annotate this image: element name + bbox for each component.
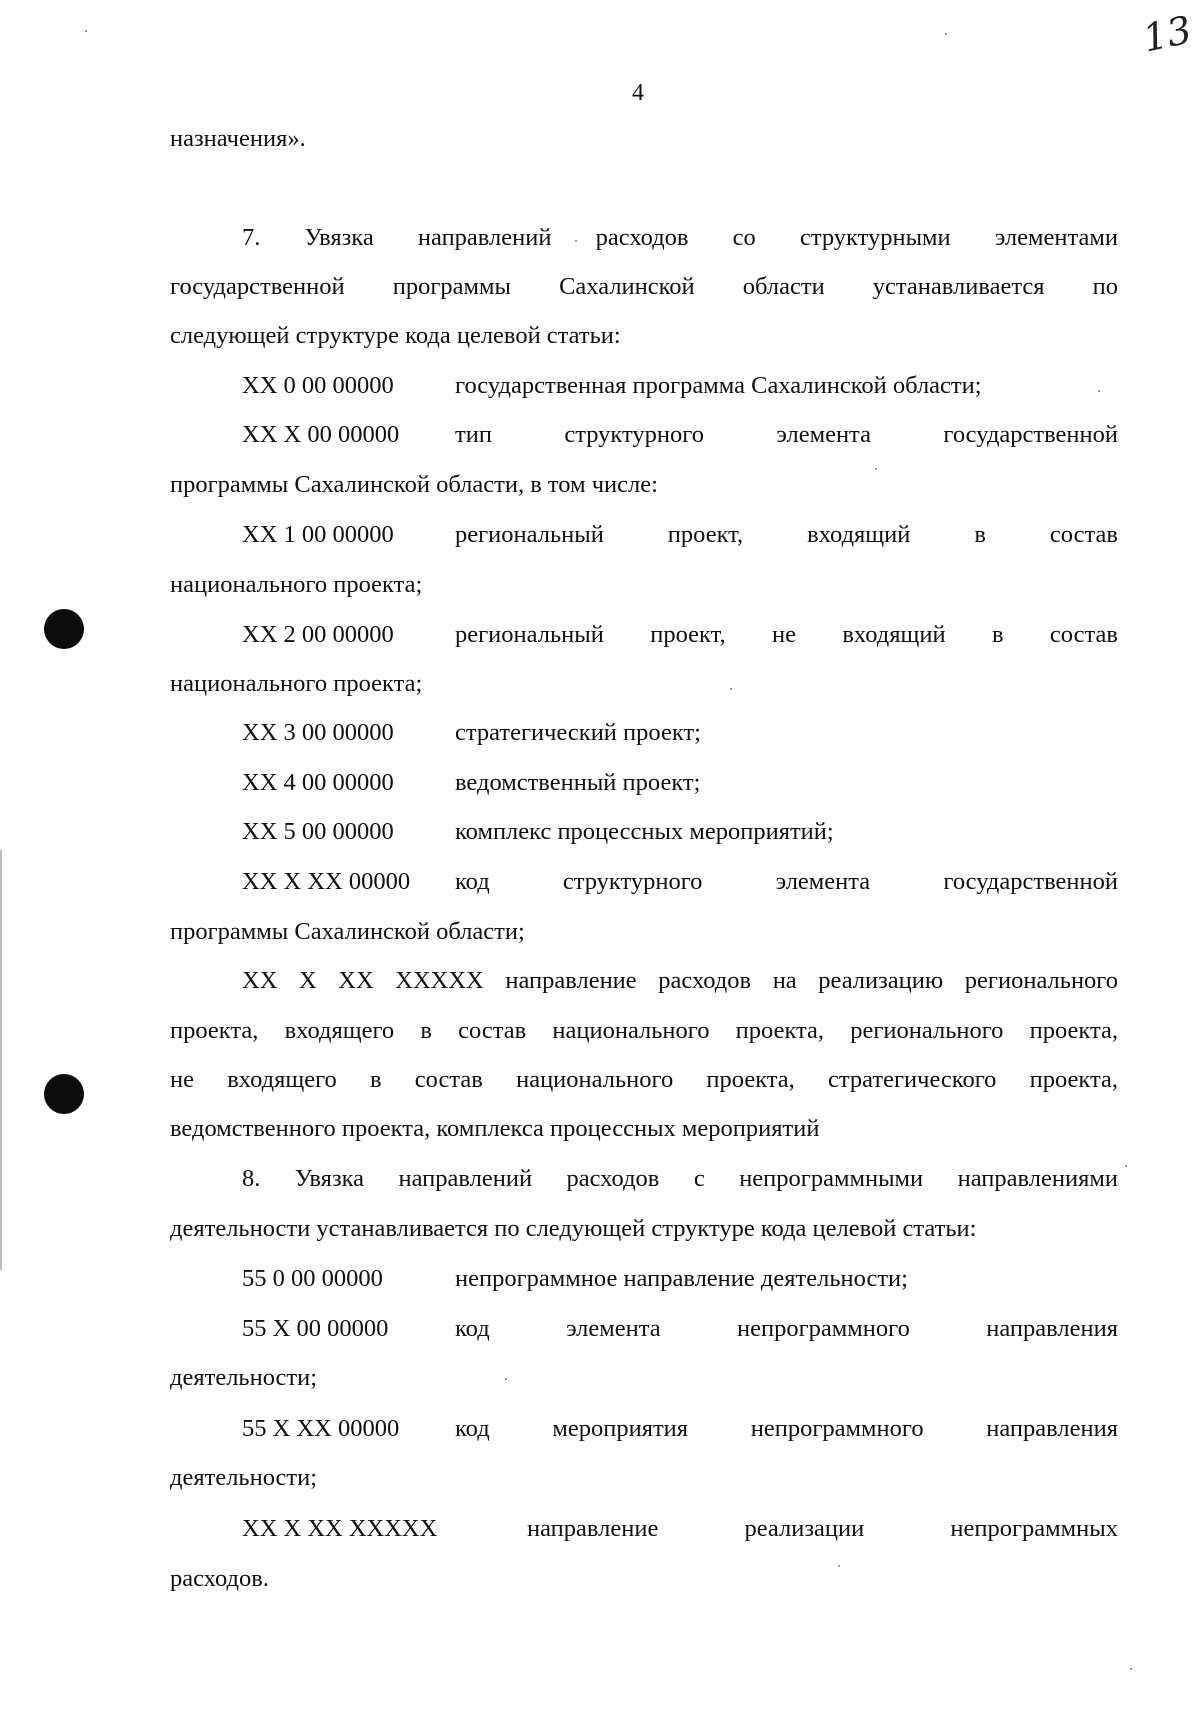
code-description: государственная программа Сахалинской области; xyxy=(455,372,982,399)
text-line: проекта, входящего в состав национального проекта, регионального проекта, xyxy=(170,1017,1118,1044)
text-line: программы Сахалинской области; xyxy=(170,918,525,945)
target-code: 55 X XX 00000 xyxy=(242,1415,400,1442)
text-line: государственной программы Сахалинской области устанавливается по xyxy=(170,273,1118,300)
code-description: региональный проект, входящий в состав xyxy=(455,521,1118,548)
code-description: код структурного элемента государственной xyxy=(455,868,1118,895)
punch-hole-bottom xyxy=(44,1074,84,1114)
scan-speck xyxy=(1130,1668,1132,1670)
page-number: 4 xyxy=(632,80,644,106)
target-code: XX 4 00 00000 xyxy=(242,769,394,796)
code-description: направление реализации непрограммных xyxy=(527,1515,1118,1542)
text-line: ведомственного проекта, комплекса процессных мероприятий xyxy=(170,1115,820,1142)
code-description: тип структурного элемента государственной xyxy=(455,421,1118,448)
text-line: следующей структуре кода целевой статьи: xyxy=(170,322,621,349)
text-line: назначения». xyxy=(170,125,306,152)
target-code: XX X XX 00000 xyxy=(242,868,411,895)
text-line: деятельности; xyxy=(170,1464,318,1491)
text-line: XX X XX XXXXX направление расходов на реализацию регионального xyxy=(242,967,1118,994)
code-description: код элемента непрограммного направления xyxy=(455,1315,1118,1342)
target-code: XX 1 00 00000 xyxy=(242,521,394,548)
scan-speck xyxy=(945,33,947,35)
handwritten-sheet-number: 13 xyxy=(1138,7,1196,61)
code-description: региональный проект, не входящий в состав xyxy=(455,621,1118,648)
text-line: не входящего в состав национального проекта, стратегического проекта, xyxy=(170,1066,1118,1093)
scan-speck xyxy=(1098,390,1100,392)
target-code: XX 3 00 00000 xyxy=(242,719,394,746)
paragraph-7-first-line: 7. Увязка направлений расходов со структурными элементами xyxy=(242,224,1118,251)
text-line: деятельности устанавливается по следующей структуре кода целевой статьи: xyxy=(170,1215,977,1242)
target-code: XX 0 00 00000 xyxy=(242,372,394,399)
scan-speck xyxy=(85,30,87,32)
text-line: расходов. xyxy=(170,1565,269,1592)
target-code: 55 X 00 00000 xyxy=(242,1315,389,1342)
code-description: код мероприятия непрограммного направления xyxy=(455,1415,1118,1442)
target-code: XX X 00 00000 xyxy=(242,421,400,448)
target-code: XX 5 00 00000 xyxy=(242,818,394,845)
text-line: национального проекта; xyxy=(170,571,423,598)
text-line: программы Сахалинской области, в том числе: xyxy=(170,471,658,498)
scan-edge-mark xyxy=(0,850,2,1270)
target-code: XX X XX XXXXX xyxy=(242,1515,438,1542)
text-line: национального проекта; xyxy=(170,670,423,697)
code-description: стратегический проект; xyxy=(455,719,701,746)
code-description: непрограммное направление деятельности; xyxy=(455,1265,908,1292)
scan-speck xyxy=(1125,1165,1127,1167)
code-description: комплекс процессных мероприятий; xyxy=(455,818,834,845)
text-line: деятельности; xyxy=(170,1364,318,1391)
target-code: XX 2 00 00000 xyxy=(242,621,394,648)
target-code: 55 0 00 00000 xyxy=(242,1265,383,1292)
punch-hole-top xyxy=(44,609,84,649)
code-description: ведомственный проект; xyxy=(455,769,701,796)
paragraph-8-first-line: 8. Увязка направлений расходов с непрограммными направлениями xyxy=(242,1165,1118,1192)
